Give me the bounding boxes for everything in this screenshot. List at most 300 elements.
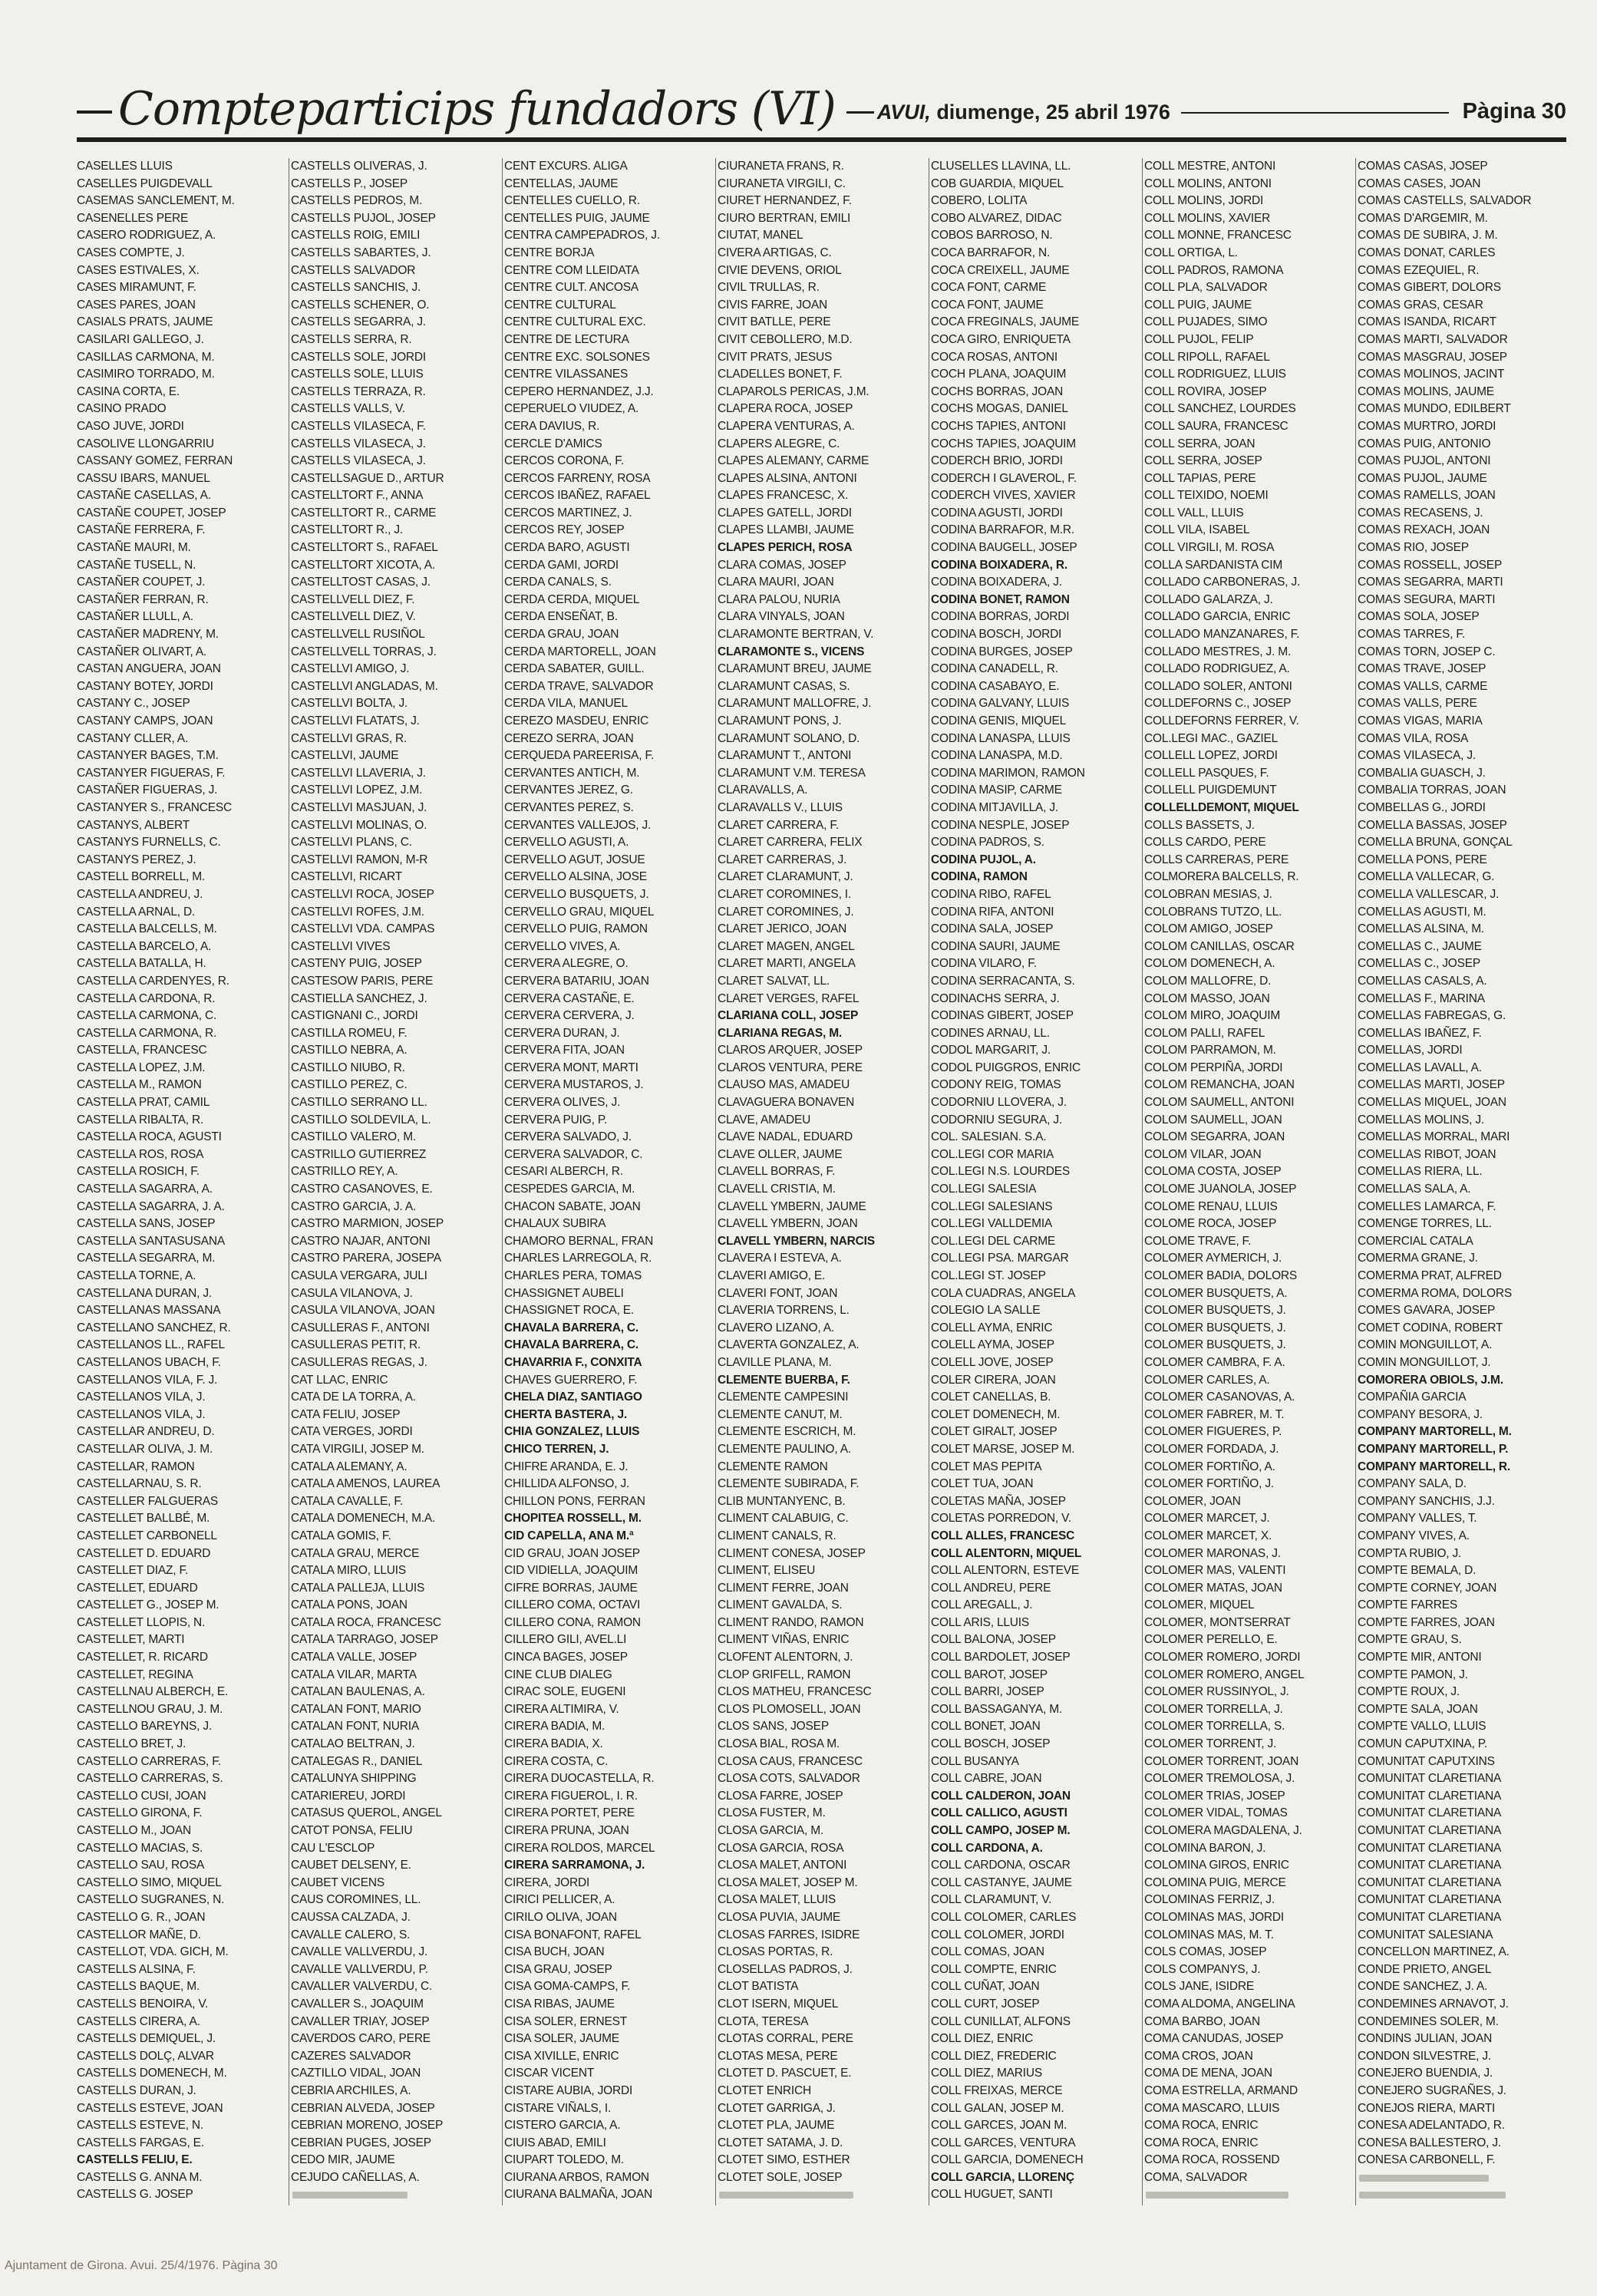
- name-entry: COMORERA OBIOLS, J.M.: [1358, 1373, 1503, 1387]
- name-entry: COMELLAS F., MARINA: [1358, 991, 1485, 1005]
- name-entry: CATALA CAVALLE, F.: [291, 1494, 404, 1508]
- name-entry: CASTELLET, R. RICARD: [77, 1651, 208, 1664]
- name-entry: CASTELLAR, RAMON: [77, 1460, 195, 1473]
- name-entry: CASTELLS OLIVERAS, J.: [291, 160, 427, 173]
- name-entry: COLELL JOVE, JOSEP: [931, 1355, 1054, 1369]
- name-entry: CLOT ISERN, MIQUEL: [718, 1997, 839, 2011]
- name-entry: CASTELLVELL DIEZ, F.: [291, 592, 415, 606]
- name-entry: CASTELLA CARDENYES, R.: [77, 974, 229, 988]
- name-entry: CASTELLA SAGARRA, J. A.: [77, 1199, 225, 1213]
- name-entry: CAVERDOS CARO, PERE: [291, 2032, 431, 2046]
- name-entry: CLIMENT GAVALDA, S.: [718, 1598, 843, 1612]
- name-entry: CLARET VERGES, RAFEL: [718, 991, 860, 1005]
- name-entry: COLOM PERPIÑA, JORDI: [1144, 1061, 1283, 1074]
- name-entry: COLLELL LOPEZ, JORDI: [1144, 749, 1278, 763]
- name-entry: CASTAÑER FIGUERAS, J.: [77, 783, 218, 797]
- name-entry: COMAS RIO, JOSEP: [1358, 541, 1469, 555]
- name-entry: CASTELLA M., RAMON: [77, 1078, 202, 1092]
- name-entry: CASTELLVI VDA. CAMPAS: [291, 922, 435, 936]
- name-entry: CASTAÑER LLULL, A.: [77, 610, 194, 624]
- name-entry: CERVERA FITA, JOAN: [504, 1044, 625, 1057]
- name-entry: COLL BALONA, JOSEP: [931, 1633, 1056, 1647]
- name-entry: CASTELLET BALLBÉ, M.: [77, 1512, 210, 1526]
- name-entry: COLLS CARDO, PERE: [1144, 836, 1266, 849]
- name-entry: CASULLERAS F., ANTONI: [291, 1321, 430, 1334]
- name-entry: COMBALIA GUASCH, J.: [1358, 766, 1486, 780]
- name-entry: CAUBET DELSENY, E.: [291, 1859, 411, 1872]
- name-entry: CAT LLAC, ENRIC: [291, 1373, 388, 1387]
- name-entry: COLOMER CASANOVAS, A.: [1144, 1390, 1295, 1404]
- name-entry: COLET MARSE, JOSEP M.: [931, 1442, 1075, 1456]
- name-entry: CODINACHS SERRA, J.: [931, 991, 1060, 1005]
- name-entry: CESPEDES GARCIA, M.: [504, 1183, 635, 1196]
- name-entry: COMELLAS SALA, A.: [1358, 1183, 1471, 1196]
- name-entry: CONESA BALLESTERO, J.: [1358, 2136, 1502, 2149]
- name-entry: COLL DIEZ, MARIUS: [931, 2067, 1043, 2080]
- name-entry: CONCELLON MARTINEZ, A.: [1358, 1945, 1510, 1959]
- name-entry: CODINA LANASPA, M.D.: [931, 749, 1063, 763]
- name-entry: CESARI ALBERCH, R.: [504, 1165, 623, 1179]
- name-entry: CASTELLO G. R., JOAN: [77, 1910, 206, 1924]
- name-entry: CLUSELLES LLAVINA, LL.: [931, 160, 1071, 173]
- name-entry: COLL ALLES, FRANCESC: [931, 1529, 1075, 1542]
- name-entry: CASTELLS VILASECA, J.: [291, 454, 426, 468]
- name-entry: CASOLIVE LLONGARRIU: [77, 437, 214, 450]
- name-entry: CIURET HERNANDEZ, F.: [718, 194, 852, 208]
- name-entry: CLAVERTA GONZALEZ, A.: [718, 1338, 860, 1352]
- name-entry: COCHS TAPIES, ANTONI: [931, 419, 1067, 433]
- name-entry: CLARAMUNT V.M. TERESA: [718, 766, 866, 780]
- name-entry: COMA, SALVADOR: [1144, 2170, 1248, 2184]
- name-entry: CLARET JERICO, JOAN: [718, 922, 847, 936]
- name-entry: CODINA GALVANY, LLUIS: [931, 697, 1070, 711]
- name-entry: CHAMORO BERNAL, FRAN: [504, 1234, 654, 1248]
- name-entry: COMUNITAT CLARETIANA: [1358, 1910, 1502, 1924]
- name-entry: COLL VILA, ISABEL: [1144, 523, 1250, 537]
- name-entry: CASTELLS VILASECA, F.: [291, 419, 426, 433]
- name-entry: COLOMER TORRENT, J.: [1144, 1737, 1277, 1751]
- name-entry: CASTELLVI VIVES: [291, 939, 391, 953]
- name-entry: CAVALLE VALLVERDU, P.: [291, 1962, 428, 1976]
- name-entry: CLOTAS MESA, PERE: [718, 2049, 838, 2063]
- name-entry: COLET GIRALT, JOSEP: [931, 1425, 1058, 1439]
- name-entry: CATALA VILAR, MARTA: [291, 1668, 417, 1681]
- name-entry: CASTELLAR ANDREU, D.: [77, 1425, 215, 1439]
- name-entry: COLER CIRERA, JOAN: [931, 1373, 1056, 1387]
- name-entry: COMUNITAT CLARETIANA: [1358, 1841, 1502, 1855]
- name-entry: COLOM REMANCHA, JOAN: [1144, 1078, 1295, 1092]
- name-entry: CLARET CARRERA, FELIX: [718, 836, 863, 849]
- name-entry: CASES PARES, JOAN: [77, 298, 196, 312]
- name-entry: COLL ROVIRA, JOSEP: [1144, 384, 1267, 398]
- name-entry: CATALA PONS, JOAN: [291, 1598, 407, 1612]
- name-entry: COLET TUA, JOAN: [931, 1477, 1034, 1491]
- name-entry: COLLA SARDANISTA CIM: [1144, 558, 1283, 572]
- masthead: [77, 54, 1566, 138]
- name-entry: CENTRE DE LECTURA: [504, 332, 629, 346]
- name-entry: CASSANY GOMEZ, FERRAN: [77, 454, 233, 468]
- name-entry: CODINA SAURI, JAUME: [931, 939, 1061, 953]
- illegible-entry: [718, 2186, 927, 2204]
- name-entry: COMPTE BEMALA, D.: [1358, 1564, 1477, 1578]
- name-entry: CODINA BOIXADERA, J.: [931, 576, 1062, 589]
- name-entry: CLOSA GARCIA, M.: [718, 1824, 824, 1837]
- name-entry: CINE CLUB DIALEG: [504, 1668, 612, 1681]
- name-entry: COMIN MONGUILLOT, A.: [1358, 1338, 1493, 1352]
- name-entry: CAU L'ESCLOP: [291, 1841, 375, 1855]
- name-entry: COMA DE MENA, JOAN: [1144, 2067, 1272, 2080]
- name-entry: CERVELLO GRAU, MIQUEL: [504, 905, 655, 919]
- name-entry: CASTELLARNAU, S. R.: [77, 1477, 202, 1491]
- name-entry: CLARET CLARAMUNT, J.: [718, 870, 853, 884]
- name-entry: CATALA AMENOS, LAUREA: [291, 1477, 440, 1491]
- name-entry: COLOMER MATAS, JOAN: [1144, 1581, 1282, 1595]
- name-entry: COLOM AMIGO, JOSEP: [1144, 922, 1273, 936]
- name-entry: CONEJOS RIERA, MARTI: [1358, 2101, 1496, 2115]
- name-entry: CLOTET GARRIGA, J.: [718, 2101, 836, 2115]
- name-entry: CASTELLNAU ALBERCH, E.: [77, 1685, 229, 1699]
- name-entry: CLOTA, TERESA: [718, 2014, 809, 2028]
- name-entry: CATALA TARRAGO, JOSEP: [291, 1633, 438, 1647]
- name-entry: CLAVERI AMIGO, E.: [718, 1269, 826, 1282]
- name-entry: COMAS VALLS, CARME: [1358, 679, 1488, 693]
- name-entry: COLL SANCHEZ, LOURDES: [1144, 402, 1296, 416]
- name-entry: CASEMAS SANCLEMENT, M.: [77, 194, 235, 208]
- name-entry: COLL BONET, JOAN: [931, 1720, 1041, 1734]
- name-entry: CODINAS GIBERT, JOSEP: [931, 1009, 1074, 1023]
- name-entry: CLARET CARRERAS, J.: [718, 853, 847, 866]
- name-entry: CEPERUELO VIUDEZ, A.: [504, 402, 639, 416]
- name-entry: COCH PLANA, JOAQUIM: [931, 368, 1067, 381]
- name-entry: CASTRO GARCIA, J. A.: [291, 1199, 417, 1213]
- name-entry: CHALAUX SUBIRA: [504, 1217, 606, 1231]
- name-entry: CASTELLET, EDUARD: [77, 1581, 198, 1595]
- name-entry: COMPANY BESORA, J.: [1358, 1407, 1483, 1421]
- name-entry: COMPTE MIR, ANTONI: [1358, 1651, 1482, 1664]
- name-entry: CASTELLS ESTEVE, JOAN: [77, 2101, 223, 2115]
- name-entry: CASTAÑE CASELLAS, A.: [77, 489, 211, 503]
- name-entry: COMERMA PRAT, ALFRED: [1358, 1269, 1502, 1282]
- name-entry: CASTELLVI LOPEZ, J.M.: [291, 783, 423, 797]
- name-entry: CLARAMUNT CASAS, S.: [718, 679, 850, 693]
- name-entry: CLEMENTE ESCRICH, M.: [718, 1425, 856, 1439]
- name-entry: COLOMINA PUIG, MERCE: [1144, 1875, 1286, 1889]
- name-entry: COLOM MALLOFRE, D.: [1144, 974, 1272, 988]
- name-entry: CASTAÑER COUPET, J.: [77, 576, 206, 589]
- name-entry: CENTRE EXC. SOLSONES: [504, 350, 650, 364]
- name-entry: COLOMINA GIROS, ENRIC: [1144, 1859, 1289, 1872]
- name-entry: COLOMERA MAGDALENA, J.: [1144, 1824, 1302, 1837]
- name-entry: CASTELLA ARNAL, D.: [77, 905, 196, 919]
- name-entry: CASTELLET LLOPIS, N.: [77, 1615, 206, 1629]
- name-entry: COMELLAS C., JOSEP: [1358, 957, 1481, 971]
- masthead-rule: [77, 137, 1566, 142]
- name-entry: COL.LEGI N.S. LOURDES: [931, 1165, 1070, 1179]
- name-entry: CLAPES FRANCESC, X.: [718, 489, 849, 503]
- name-entry: COMAS PUJOL, JAUME: [1358, 471, 1487, 485]
- name-entry: COLOBRANS TUTZO, LL.: [1144, 905, 1282, 919]
- name-entry: CERVERA PUIG, P.: [504, 1113, 608, 1127]
- name-entry: CERVANTES JEREZ, G.: [504, 783, 633, 797]
- name-entry: CASTELLO SAU, ROSA: [77, 1859, 205, 1872]
- name-entry: COMELLA VALLESCAR, J.: [1358, 887, 1500, 901]
- name-entry: CIRERA BADIA, X.: [504, 1737, 603, 1751]
- name-entry: CLAROS ARQUER, JOSEP: [718, 1044, 863, 1057]
- name-entry: COCHS BORRAS, JOAN: [931, 384, 1064, 398]
- name-entry: COLL CUNILLAT, ALFONS: [931, 2014, 1071, 2028]
- name-entry: COLOMER MAS, VALENTI: [1144, 1564, 1286, 1578]
- name-entry: CODINA BARRAFOR, M.R.: [931, 523, 1074, 537]
- name-entry: COMPANY SALA, D.: [1358, 1477, 1467, 1491]
- name-entry: COLS JANE, ISIDRE: [1144, 1980, 1255, 1994]
- name-entry: COMPTE FARRES: [1358, 1598, 1458, 1612]
- name-entry: CENTRE COM LLEIDATA: [504, 263, 639, 277]
- name-entry: CLARAMONTE S., VICENS: [718, 645, 865, 658]
- name-entry: CONDON SILVESTRE, J.: [1358, 2049, 1491, 2063]
- name-entry: COCA BARRAFOR, N.: [931, 246, 1051, 259]
- name-entry: CLIMENT, ELISEU: [718, 1564, 816, 1578]
- illegible-entry: [291, 2186, 500, 2204]
- name-entry: CIRERA SARRAMONA, J.: [504, 1859, 645, 1872]
- name-entry: CERVERA SALVADOR, C.: [504, 1147, 643, 1161]
- name-entry: CASTELLA ROSICH, F.: [77, 1165, 200, 1179]
- name-entry: CASTRILLO REY, A.: [291, 1165, 398, 1179]
- name-entry: CERVELLO AGUSTI, A.: [504, 836, 629, 849]
- name-entry: COMPTE ROUX, J.: [1358, 1685, 1460, 1699]
- name-entry: COMELLAS AGUSTI, M.: [1358, 905, 1486, 919]
- name-entry: COL.LEGI ST. JOSEP: [931, 1269, 1046, 1282]
- name-entry: COLEGIO LA SALLE: [931, 1304, 1041, 1318]
- name-entry: CLAPES ALSINA, ANTONI: [718, 471, 857, 485]
- name-entry: CERCOS MARTINEZ, J.: [504, 506, 632, 520]
- name-entry: CLARAMONTE BERTRAN, V.: [718, 628, 874, 642]
- name-entry: CIRERA, JORDI: [504, 1875, 590, 1889]
- name-entry: COMPANY MARTORELL, M.: [1358, 1425, 1512, 1439]
- name-entry: CID CAPELLA, ANA M.ª: [504, 1529, 634, 1542]
- name-entry: CASTANYS FURNELLS, C.: [77, 836, 221, 849]
- name-entry: CERDA CERDA, MIQUEL: [504, 592, 640, 606]
- name-entry: COLOMER FIGUERES, P.: [1144, 1425, 1282, 1439]
- name-entry: COLL MOLINS, JORDI: [1144, 194, 1264, 208]
- name-entry: CASTELLS ROIG, EMILI: [291, 229, 421, 242]
- name-entry: COLL BUSANYA: [931, 1754, 1019, 1768]
- name-entry: CASTELLVI FLATATS, J.: [291, 714, 420, 727]
- name-entry: COCA GIRO, ENRIQUETA: [931, 332, 1071, 346]
- name-entry: CASTELLO M., JOAN: [77, 1824, 192, 1837]
- name-entry: COMELLAS, JORDI: [1358, 1044, 1463, 1057]
- name-entry: CASTELLS SOLE, JORDI: [291, 350, 427, 364]
- name-entry: COMAS GRAS, CESAR: [1358, 298, 1483, 312]
- name-entry: CASTELLTORT R., CARME: [291, 506, 437, 520]
- name-entry: CASTELLS BAQUE, M.: [77, 1980, 200, 1994]
- name-entry: CASTELLVI MOLINAS, O.: [291, 818, 427, 832]
- name-entry: COLOM PALLI, RAFEL: [1144, 1026, 1265, 1040]
- name-entry: COMAS D'ARGEMIR, M.: [1358, 211, 1488, 225]
- name-entry: CONEJERO BUENDIA, J.: [1358, 2067, 1493, 2080]
- name-entry: COLOMA COSTA, JOSEP: [1144, 1165, 1282, 1179]
- name-entry: CASTELLS SABARTES, J.: [291, 246, 431, 259]
- name-entry: CASTILLO PEREZ, C.: [291, 1078, 407, 1092]
- name-entry: CASTANYS PEREZ, J.: [77, 853, 196, 866]
- name-entry: COL.LEGI COR MARIA: [931, 1147, 1054, 1161]
- name-entry: COLLADO GARCIA, ENRIC: [1144, 610, 1291, 624]
- name-entry: COMAS GIBERT, DOLORS: [1358, 281, 1501, 295]
- name-entry: CLAVERO LIZANO, A.: [718, 1321, 835, 1334]
- name-entry: COMUNITAT CLARETIANA: [1358, 1772, 1502, 1786]
- name-entry: CIRERA FIGUEROL, I. R.: [504, 1789, 638, 1803]
- name-entry: COLL PLA, SALVADOR: [1144, 281, 1268, 295]
- name-entry: CODINA VILARO, F.: [931, 957, 1037, 971]
- name-entry: COMAS MARTI, SALVADOR: [1358, 332, 1508, 346]
- name-entry: CASELLES LLUIS: [77, 160, 173, 173]
- name-entry: CASTILLO NEBRA, A.: [291, 1044, 407, 1057]
- name-entry: COLL RIPOLL, RAFAEL: [1144, 350, 1270, 364]
- name-entry: CHASSIGNET AUBELI: [504, 1286, 624, 1300]
- name-entry: CLARET MAGEN, ANGEL: [718, 939, 855, 953]
- name-entry: COL.LEGI MAC., GAZIEL: [1144, 731, 1279, 745]
- name-entry: CEBRIA ARCHILES, A.: [291, 2083, 411, 2097]
- name-entry: CIURANETA FRANS, R.: [718, 160, 844, 173]
- name-entry: COMAS MOLINOS, JACINT: [1358, 368, 1505, 381]
- name-entry: COL. SALESIAN. S.A.: [931, 1130, 1047, 1144]
- name-entry: CASTELLTORT R., J.: [291, 523, 403, 537]
- name-entry: CASTELLA LOPEZ, J.M.: [77, 1061, 206, 1074]
- name-entry: COLL GALAN, JOSEP M.: [931, 2101, 1064, 2115]
- name-entry: CISTARE VIÑALS, I.: [504, 2101, 612, 2115]
- name-entry: CHASSIGNET ROCA, E.: [504, 1304, 635, 1318]
- name-entry: COLMORERA BALCELLS, R.: [1144, 870, 1299, 884]
- name-entry: COLOM MIRO, JOAQUIM: [1144, 1009, 1281, 1023]
- name-entry: CLOSAS PORTAS, R.: [718, 1945, 833, 1959]
- name-entry: CIVIT BATLLE, PERE: [718, 315, 831, 329]
- name-entry: COLOMER CARLES, A.: [1144, 1373, 1270, 1387]
- name-entry: CASTELLTORT XICOTA, A.: [291, 558, 435, 572]
- name-entry: CASTELLANAS MASSANA: [77, 1304, 221, 1318]
- publication-date: diumenge, 25 abril 1976: [936, 101, 1170, 124]
- name-entry: COLLADO MESTRES, J. M.: [1144, 645, 1292, 658]
- name-entry: CLAROS VENTURA, PERE: [718, 1061, 863, 1074]
- publication-name: AVUI,: [876, 101, 931, 124]
- name-entry: COMPAÑIA GARCIA: [1358, 1390, 1467, 1404]
- name-entry: CASTELLET, REGINA: [77, 1668, 193, 1681]
- name-entry: CASTELLO CUSI, JOAN: [77, 1789, 206, 1803]
- name-entry: COMBALIA TORRAS, JOAN: [1358, 783, 1506, 797]
- name-entry: COLOMER TRIAS, JOSEP: [1144, 1789, 1285, 1803]
- name-entry: CASTELLO CARRERAS, S.: [77, 1772, 223, 1786]
- name-entry: COLOM PARRAMON, M.: [1144, 1044, 1276, 1057]
- name-entry: CASTELLVI ANGLADAS, M.: [291, 679, 438, 693]
- name-entry: COMPTE GRAU, S.: [1358, 1633, 1462, 1647]
- title-dash: [77, 111, 112, 114]
- name-entry: COMUNITAT CLARETIANA: [1358, 1789, 1502, 1803]
- illegible-entry: [1144, 2186, 1354, 2204]
- name-entry: COLL CLARAMUNT, V.: [931, 1893, 1052, 1907]
- name-entry: CEJUDO CAÑELLAS, A.: [291, 2170, 420, 2184]
- name-entry: CERCOS REY, JOSEP: [504, 523, 625, 537]
- name-entry: CATARIEREU, JORDI: [291, 1789, 406, 1803]
- name-entry: COLLS CARRERAS, PERE: [1144, 853, 1289, 866]
- name-entry: CIURANA ARBOS, RAMON: [504, 2170, 649, 2184]
- name-entry: COMELLAS MORRAL, MARI: [1358, 1130, 1510, 1144]
- name-entry: CLIMENT CALABUIG, C.: [718, 1512, 849, 1526]
- name-entry: CLEMENTE CAMPESINI: [718, 1390, 849, 1404]
- name-entry: CLIMENT CONESA, JOSEP: [718, 1546, 866, 1560]
- name-entry: CERCOS FARRENY, ROSA: [504, 471, 651, 485]
- name-entry: CAUSSA CALZADA, J.: [291, 1910, 411, 1924]
- name-entry: COMAS REXACH, JOAN: [1358, 523, 1490, 537]
- name-entry: COLL MONNE, FRANCESC: [1144, 229, 1292, 242]
- name-entry: CATALA PALLEJA, LLUIS: [291, 1581, 425, 1595]
- name-column-7: [1355, 158, 1569, 2205]
- name-column-1: [75, 158, 289, 2205]
- name-entry: CASTELLVI GRAS, R.: [291, 731, 407, 745]
- name-entry: COLL PUIG, JAUME: [1144, 298, 1252, 312]
- name-entry: CIUTAT, MANEL: [718, 229, 803, 242]
- name-entry: CERDA GAMI, JORDI: [504, 558, 619, 572]
- name-entry: COCA FREGINALS, JAUME: [931, 315, 1080, 329]
- name-entry: COMELLAS CASALS, A.: [1358, 974, 1487, 988]
- name-entry: CODINA LANASPA, LLUIS: [931, 731, 1071, 745]
- name-entry: COLL FREIXAS, MERCE: [931, 2083, 1063, 2097]
- name-entry: CIRILO OLIVA, JOAN: [504, 1910, 617, 1924]
- name-entry: CERVERA MONT, MARTI: [504, 1061, 638, 1074]
- name-entry: COLOME RENAU, LLUIS: [1144, 1199, 1278, 1213]
- name-entry: COMELLA VALLECAR, G.: [1358, 870, 1495, 884]
- name-entry: COLELL AYMA, ENRIC: [931, 1321, 1053, 1334]
- name-column-6: [1142, 158, 1355, 2205]
- name-entry: COLELL AYMA, JOSEP: [931, 1338, 1054, 1352]
- name-entry: CISA SOLER, ERNEST: [504, 2014, 628, 2028]
- name-entry: COMAS CASTELLS, SALVADOR: [1358, 194, 1532, 208]
- name-entry: CATALAN BAULENAS, A.: [291, 1685, 425, 1699]
- name-entry: CASTELLS SEGARRA, J.: [291, 315, 427, 329]
- name-entry: COMA ROCA, ENRIC: [1144, 2136, 1259, 2149]
- name-entry: COMA CANUDAS, JOSEP: [1144, 2032, 1284, 2046]
- name-entry: CIRICI PELLICER, A.: [504, 1893, 615, 1907]
- name-entry: CLAVELL CRISTIA, M.: [718, 1183, 836, 1196]
- name-entry: COMUNITAT CLARETIANA: [1358, 1859, 1502, 1872]
- name-entry: CASTELLA BARCELO, A.: [77, 939, 212, 953]
- name-entry: CASTELLS DOLÇ, ALVAR: [77, 2049, 214, 2063]
- name-entry: CASTELLET, MARTI: [77, 1633, 185, 1647]
- name-entry: CASTELLO GIRONA, F.: [77, 1806, 203, 1820]
- name-entry: CERVERA CASTAÑE, E.: [504, 991, 635, 1005]
- name-entry: CHILLON PONS, FERRAN: [504, 1494, 645, 1508]
- name-entry: COMA BARBO, JOAN: [1144, 2014, 1260, 2028]
- name-entry: COMIN MONGUILLOT, J.: [1358, 1355, 1491, 1369]
- name-entry: COLOME TRAVE, F.: [1144, 1234, 1252, 1248]
- name-entry: CERVANTES VALLEJOS, J.: [504, 818, 652, 832]
- name-entry: CERA DAVIUS, R.: [504, 419, 600, 433]
- name-entry: COMA ALDOMA, ANGELINA: [1144, 1997, 1295, 2011]
- name-entry: COMPTE PAMON, J.: [1358, 1668, 1468, 1681]
- name-entry: CASTELLET G., JOSEP M.: [77, 1598, 219, 1612]
- name-entry: COLET DOMENECH, M.: [931, 1407, 1061, 1421]
- name-entry: CASTELLO BRET, J.: [77, 1737, 186, 1751]
- name-entry: CONDE SANCHEZ, J. A.: [1358, 1980, 1488, 1994]
- name-entry: CAZERES SALVADOR: [291, 2049, 411, 2063]
- name-entry: CLAVELL YMBERN, NARCIS: [718, 1234, 875, 1248]
- name-entry: CATALA VALLE, JOSEP: [291, 1651, 417, 1664]
- name-entry: CASTAN ANGUERA, JOAN: [77, 662, 221, 676]
- name-entry: CLARIANA COLL, JOSEP: [718, 1009, 859, 1023]
- name-entry: CASTELLOT, VDA. GICH, M.: [77, 1945, 229, 1959]
- name-entry: COLL MESTRE, ANTONI: [1144, 160, 1276, 173]
- name-entry: CODINA BOSCH, JORDI: [931, 628, 1062, 642]
- name-entry: CODOL PUIGGROS, ENRIC: [931, 1061, 1081, 1074]
- name-entry: COLOMER TORRELLA, S.: [1144, 1720, 1285, 1734]
- name-entry: CASTELLA RIBALTA, R.: [77, 1113, 204, 1127]
